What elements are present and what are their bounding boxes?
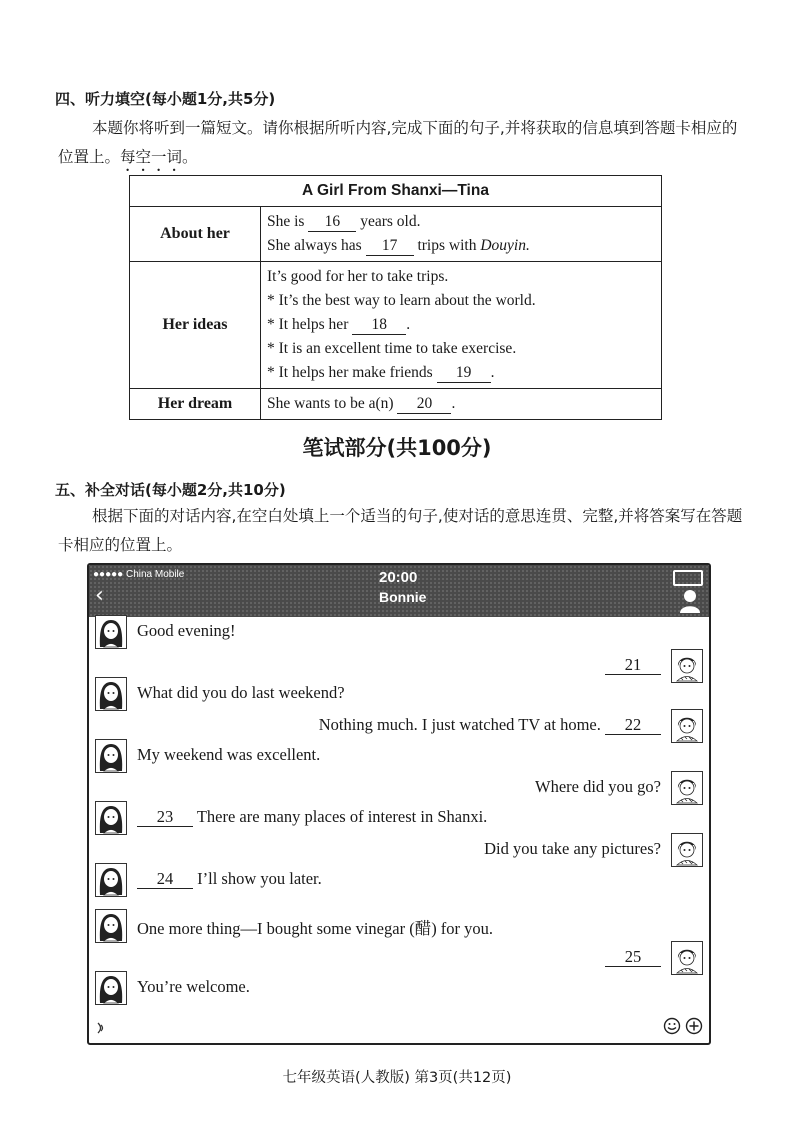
carrier-label: ●●●●● China Mobile [93, 569, 185, 580]
blank-25: 25 [605, 948, 661, 967]
chat-message-right [605, 655, 661, 675]
boy-avatar [671, 771, 703, 805]
blank-23: 23 [137, 808, 193, 827]
blank-24: 24 [137, 870, 193, 889]
blank-21: 21 [605, 656, 661, 675]
table-title: A Girl From Shanxi—Tina [130, 176, 662, 207]
chat-message-left: My weekend was excellent. [137, 745, 321, 764]
chat-message-left: What did you do last weekend? [137, 683, 345, 702]
girl-avatar [95, 971, 127, 1005]
listening-table [129, 175, 662, 420]
clock-time: 20:00 [379, 569, 418, 586]
blank-22: 22 [605, 716, 661, 735]
contact-name: Bonnie [379, 589, 427, 605]
emoji-icon[interactable] [663, 1017, 681, 1039]
back-arrow-icon[interactable]: ‹ [95, 583, 104, 608]
chat-message-right [605, 947, 661, 967]
row-label-dream: Her dream [130, 389, 261, 420]
chat-message-left: 23 There are many places of interest in Shanxi. [137, 807, 487, 827]
chat-message-right: Did you take any pictures? [484, 839, 661, 858]
section5-title: 五、补全对话(每小题2分,共10分) [55, 481, 286, 499]
row-label-about: About her [130, 207, 261, 262]
section4-title: 四、听力填空(每小题1分,共5分) [55, 90, 276, 108]
contact-profile-icon[interactable] [679, 589, 701, 613]
emphasis-text: 每空一词 [120, 148, 183, 166]
boy-avatar [671, 649, 703, 683]
chat-screen [87, 563, 711, 1045]
chat-message-left: Good evening! [137, 621, 236, 640]
blank-17: 17 [366, 237, 414, 256]
chat-message-left: One more thing—I bought some vinegar (醋) for you. [137, 919, 494, 938]
boy-avatar [671, 709, 703, 743]
girl-avatar [95, 801, 127, 835]
section4-instructions: 本题你将听到一篇短文。请你根据所听内容,完成下面的句子,并将获取的信息填到答题卡相应的位置上。每空一词。 [58, 119, 738, 166]
blank-19: 19 [437, 364, 491, 383]
voice-icon[interactable] [95, 1020, 109, 1039]
girl-avatar [95, 863, 127, 897]
battery-icon [673, 570, 703, 586]
row-label-ideas: Her ideas [130, 262, 261, 389]
row-content-about: She is 16 years old. She always has 17 trips with Douyin. [261, 207, 662, 262]
section5-instructions: 根据下面的对话内容,在空白处填上一个适当的句子,使对话的意思连贯、完整,并将答案写在答题卡相应的位置上。 [58, 507, 743, 554]
page-footer: 七年级英语(人教版) 第3页(共12页) [282, 1070, 512, 1086]
chat-message-right: Where did you go? [535, 777, 661, 796]
girl-avatar [95, 615, 127, 649]
row-content-ideas: It’s good for her to take trips. * It’s the best way to learn about the world. * It helps her 18 . * It is an excellent time to take exercise. * It helps her make friends 19 . [261, 262, 662, 389]
chat-message-left: 24 I’ll show you later. [137, 869, 322, 889]
girl-avatar [95, 739, 127, 773]
blank-18: 18 [352, 316, 406, 335]
plus-icon[interactable] [685, 1017, 703, 1039]
boy-avatar [671, 941, 703, 975]
boy-avatar [671, 833, 703, 867]
written-part-title: 笔试部分(共100分) [302, 436, 492, 460]
girl-avatar [95, 909, 127, 943]
row-content-dream: She wants to be a(n) 20 . [261, 389, 662, 420]
girl-avatar [95, 677, 127, 711]
blank-20: 20 [397, 395, 451, 414]
chat-header [89, 565, 709, 617]
chat-message-right: Nothing much. I just watched TV at home. 22 [319, 715, 661, 735]
chat-message-left: You’re welcome. [137, 977, 250, 996]
blank-16: 16 [308, 213, 356, 232]
